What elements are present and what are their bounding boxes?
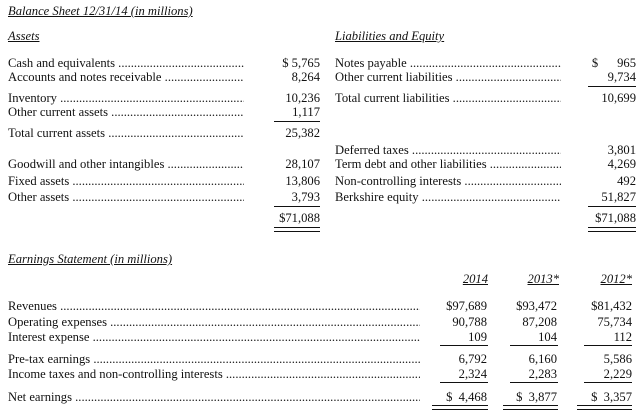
asset-row-label: Goodwill and other intangibles ..... bbox=[8, 157, 244, 171]
liability-row-value: 51,827 bbox=[601, 190, 636, 204]
liability-row-value: 9,734 bbox=[607, 70, 636, 84]
liability-row-label: Total current liabilities ..... bbox=[335, 91, 561, 105]
total-double-rule bbox=[577, 405, 632, 410]
balance-sheet-title: Balance Sheet 12/31/14 (in millions) bbox=[8, 4, 193, 18]
earnings-row-label: Pre-tax earnings ..... bbox=[8, 352, 420, 366]
earnings-value: 2,229 bbox=[603, 367, 632, 381]
asset-row-value: 13,806 bbox=[285, 174, 320, 188]
total-double-rule bbox=[274, 227, 320, 232]
year-column-header: 2013* bbox=[527, 272, 559, 286]
earnings-row-label: Interest expense ..... bbox=[8, 330, 420, 344]
earnings-value: 87,208 bbox=[522, 315, 557, 329]
subtotal-rule bbox=[584, 345, 632, 346]
liability-row-value: $ 965 bbox=[591, 56, 636, 70]
year-column-header: 2014 bbox=[462, 272, 488, 286]
asset-row-label: Accounts and notes receivable ..... bbox=[8, 70, 244, 84]
liability-row-value: 4,269 bbox=[607, 157, 636, 171]
asset-row-value: 8,264 bbox=[291, 70, 320, 84]
earnings-value: $ 3,877 bbox=[516, 390, 557, 404]
earnings-row-label: Income taxes and non-controlling interests ..... bbox=[8, 367, 420, 381]
asset-row-value: 1,117 bbox=[292, 105, 320, 119]
earnings-value: 75,734 bbox=[597, 315, 632, 329]
asset-row-label: Other current assets ..... bbox=[8, 105, 244, 119]
asset-row-label: Inventory ..... bbox=[8, 91, 244, 105]
earnings-value: 5,586 bbox=[603, 352, 632, 366]
subtotal-rule bbox=[274, 206, 320, 207]
subtotal-rule bbox=[510, 382, 558, 383]
earnings-value: 2,324 bbox=[458, 367, 487, 381]
assets-total-value: $71,088 bbox=[279, 211, 320, 225]
subtotal-rule bbox=[588, 206, 636, 207]
subtotal-rule bbox=[440, 382, 488, 383]
earnings-row-label: Operating expenses ..... bbox=[8, 315, 420, 329]
earnings-value: $ 4,468 bbox=[446, 390, 487, 404]
liability-row-label: Notes payable ..... bbox=[335, 56, 561, 70]
earnings-value: $81,432 bbox=[591, 299, 632, 313]
earnings-title: Earnings Statement (in millions) bbox=[8, 252, 173, 266]
earnings-value: 109 bbox=[468, 330, 487, 344]
earnings-row-label: Revenues ..... bbox=[8, 299, 420, 313]
liability-row-label: Term debt and other liabilities ..... bbox=[335, 157, 561, 171]
liability-row-value: 3,801 bbox=[607, 143, 636, 157]
earnings-value: $93,472 bbox=[516, 299, 557, 313]
earnings-value: 112 bbox=[613, 330, 632, 344]
asset-row-value: $ 5,765 bbox=[282, 56, 320, 70]
liability-row-label: Deferred taxes ..... bbox=[335, 143, 561, 157]
assets-heading: Assets bbox=[8, 29, 40, 43]
earnings-value: 90,788 bbox=[452, 315, 487, 329]
asset-row-label: Other assets ..... bbox=[8, 190, 244, 204]
liability-row-value: 492 bbox=[617, 174, 636, 188]
asset-row-value: 28,107 bbox=[285, 157, 320, 171]
earnings-value: 6,160 bbox=[528, 352, 557, 366]
year-column-header: 2012* bbox=[600, 272, 632, 286]
asset-row-value: 3,793 bbox=[291, 190, 320, 204]
subtotal-rule bbox=[440, 345, 488, 346]
subtotal-rule bbox=[510, 345, 558, 346]
asset-row-value: 10,236 bbox=[285, 91, 320, 105]
earnings-value: 104 bbox=[538, 330, 557, 344]
subtotal-rule bbox=[274, 121, 320, 122]
liabilities-total-value: $71,088 bbox=[595, 211, 636, 225]
asset-row-label: Cash and equivalents ..... bbox=[8, 56, 244, 70]
earnings-value: $97,689 bbox=[446, 299, 487, 313]
liability-row-label: Non-controlling interests ..... bbox=[335, 174, 561, 188]
total-double-rule bbox=[432, 405, 488, 410]
liabilities-heading: Liabilities and Equity bbox=[335, 29, 445, 43]
earnings-value: 6,792 bbox=[458, 352, 487, 366]
subtotal-rule bbox=[584, 382, 632, 383]
liability-row-value: 10,699 bbox=[601, 91, 636, 105]
earnings-value: $ 3,357 bbox=[591, 390, 632, 404]
asset-row-label: Fixed assets ..... bbox=[8, 174, 244, 188]
total-double-rule bbox=[503, 405, 558, 410]
earnings-value: 2,283 bbox=[528, 367, 557, 381]
liability-row-label: Other current liabilities ..... bbox=[335, 70, 561, 84]
asset-row-label: Total current assets ..... bbox=[8, 126, 244, 140]
liability-row-label: Berkshire equity ..... bbox=[335, 190, 561, 204]
total-double-rule bbox=[588, 227, 636, 232]
subtotal-rule bbox=[588, 86, 636, 87]
asset-row-value: 25,382 bbox=[285, 126, 320, 140]
earnings-row-label: Net earnings ..... bbox=[8, 390, 420, 404]
